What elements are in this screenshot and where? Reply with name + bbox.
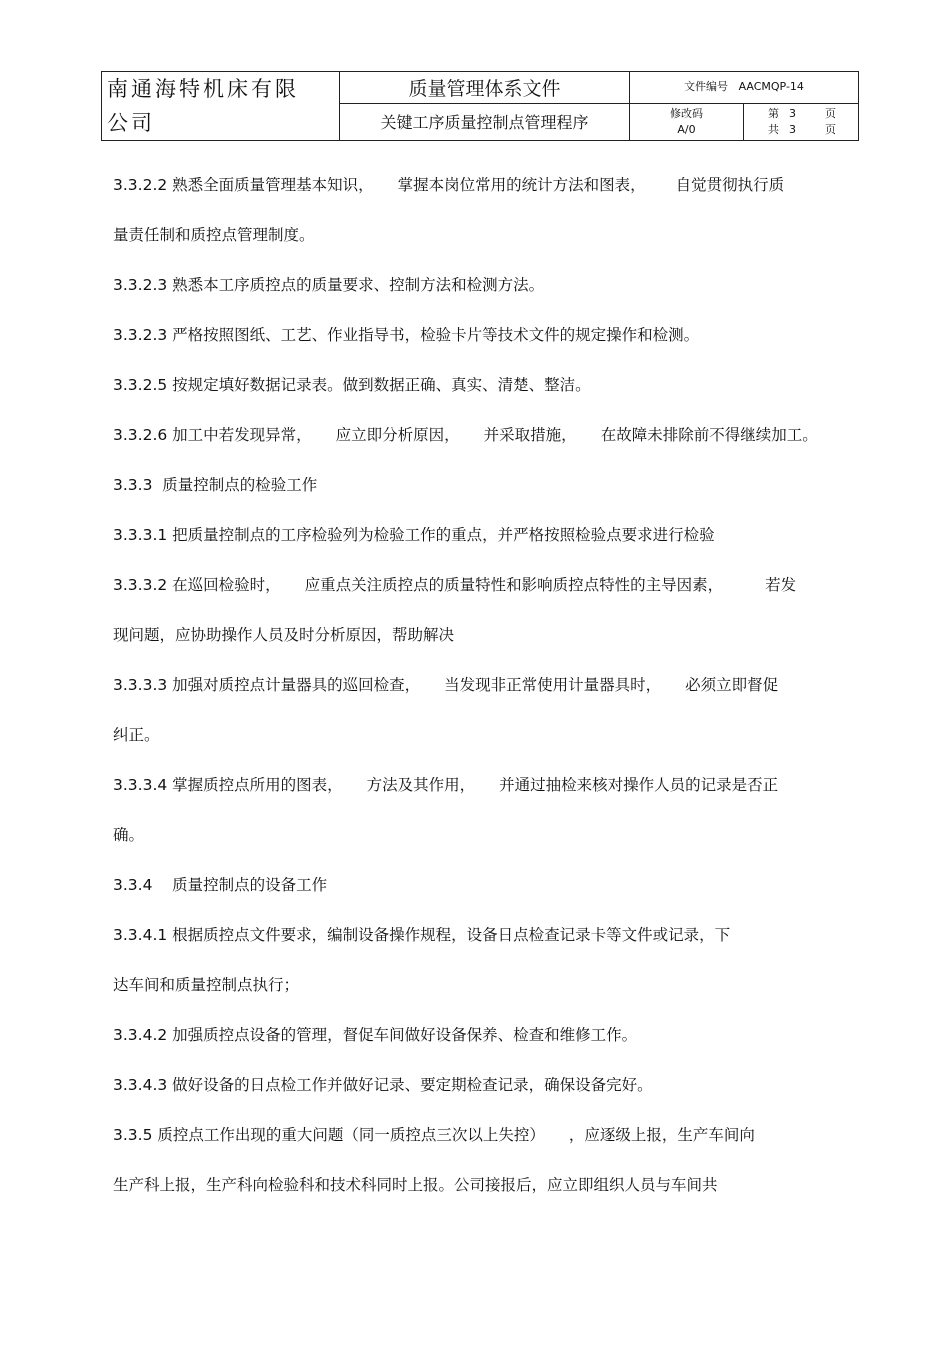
section-heading: 3.3.3 质量控制点的检验工作 — [113, 476, 318, 494]
page-label: 第 — [768, 106, 779, 120]
text-line: 3.3.5 质控点工作出现的重大问题（同一质控点三次以上失控） ，应逐级上报，生产车间向 — [113, 1126, 755, 1144]
text-line: 3.3.3.1 把质量控制点的工序检验列为检验工作的重点，并严格按照检验点要求进行检验 — [113, 526, 715, 544]
text-line: 3.3.3.3 加强对质控点计量器具的巡回检查， 当发现非正常使用计量器具时， 必须立即督促 — [113, 676, 779, 694]
company-name — [102, 72, 340, 141]
document-title: 质量管理体系文件 — [340, 72, 630, 104]
text-line: 量责任制和质控点管理制度。 — [113, 226, 315, 244]
text-line: 3.3.4.2 加强质控点设备的管理，督促车间做好设备保养、检查和维修工作。 — [113, 1026, 638, 1044]
text-line: 3.3.4.3 做好设备的日点检工作并做好记录、要定期检查记录，确保设备完好。 — [113, 1076, 653, 1094]
revision-code-value: A/0 — [677, 122, 696, 136]
total-pages: 3 — [789, 122, 796, 136]
page-info — [744, 103, 859, 140]
text-line: 现问题，应协助操作人员及时分析原因，帮助解决 — [113, 626, 455, 644]
text-line: 3.3.2.5 按规定填好数据记录表。做到数据正确、真实、清楚、整洁。 — [113, 376, 591, 394]
text-line: 生产科上报，生产科向检验科和技术科同时上报。公司接报后，应立即组织人员与车间共 — [113, 1176, 718, 1194]
text-line: 达车间和质量控制点执行； — [113, 976, 300, 994]
document-number — [630, 72, 859, 104]
text-line: 3.3.2.6 加工中若发现异常， 应立即分析原因， 并采取措施， 在故障未排除前不得继续加工。 — [113, 426, 818, 444]
revision-code-label: 修改码 — [670, 106, 703, 120]
text-line: 3.3.2.2 熟悉全面质量管理基本知识， 掌握本岗位常用的统计方法和图表， 自觉贯彻执行质 — [113, 176, 785, 194]
page-number: 3 — [789, 106, 796, 120]
text-line: 3.3.4.1 根据质控点文件要求，编制设备操作规程，设备日点检查记录卡等文件或记录，下 — [113, 926, 731, 944]
company-name-line2: 公司 — [107, 111, 155, 135]
document-number-label: 文件编号 — [684, 80, 729, 94]
document-header-table — [101, 71, 859, 141]
procedure-title: 关键工序质量控制点管理程序 — [340, 103, 630, 140]
text-line: 3.3.2.3 熟悉本工序质控点的质量要求、控制方法和检测方法。 — [113, 276, 545, 294]
document-body — [113, 165, 863, 1215]
page-unit: 页 — [825, 106, 836, 120]
text-line: 3.3.2.3 严格按照图纸、工艺、作业指导书，检验卡片等技术文件的规定操作和检测。 — [113, 326, 700, 344]
text-line: 3.3.3.4 掌握质控点所用的图表， 方法及其作用， 并通过抽检来核对操作人员的记录是否正 — [113, 776, 779, 794]
total-label: 共 — [768, 122, 779, 136]
document-number-value: AACMQP-14 — [738, 80, 804, 94]
text-line: 确。 — [113, 826, 145, 844]
section-heading: 3.3.4 质量控制点的设备工作 — [113, 876, 328, 894]
text-line: 纠正。 — [113, 726, 160, 744]
revision-code — [630, 103, 744, 140]
company-name-line1: 南通海特机床有限 — [107, 77, 299, 101]
text-line: 3.3.3.2 在巡回检验时， 应重点关注质控点的质量特性和影响质控点特性的主导因素， 若发 — [113, 576, 797, 594]
total-unit: 页 — [825, 122, 836, 136]
